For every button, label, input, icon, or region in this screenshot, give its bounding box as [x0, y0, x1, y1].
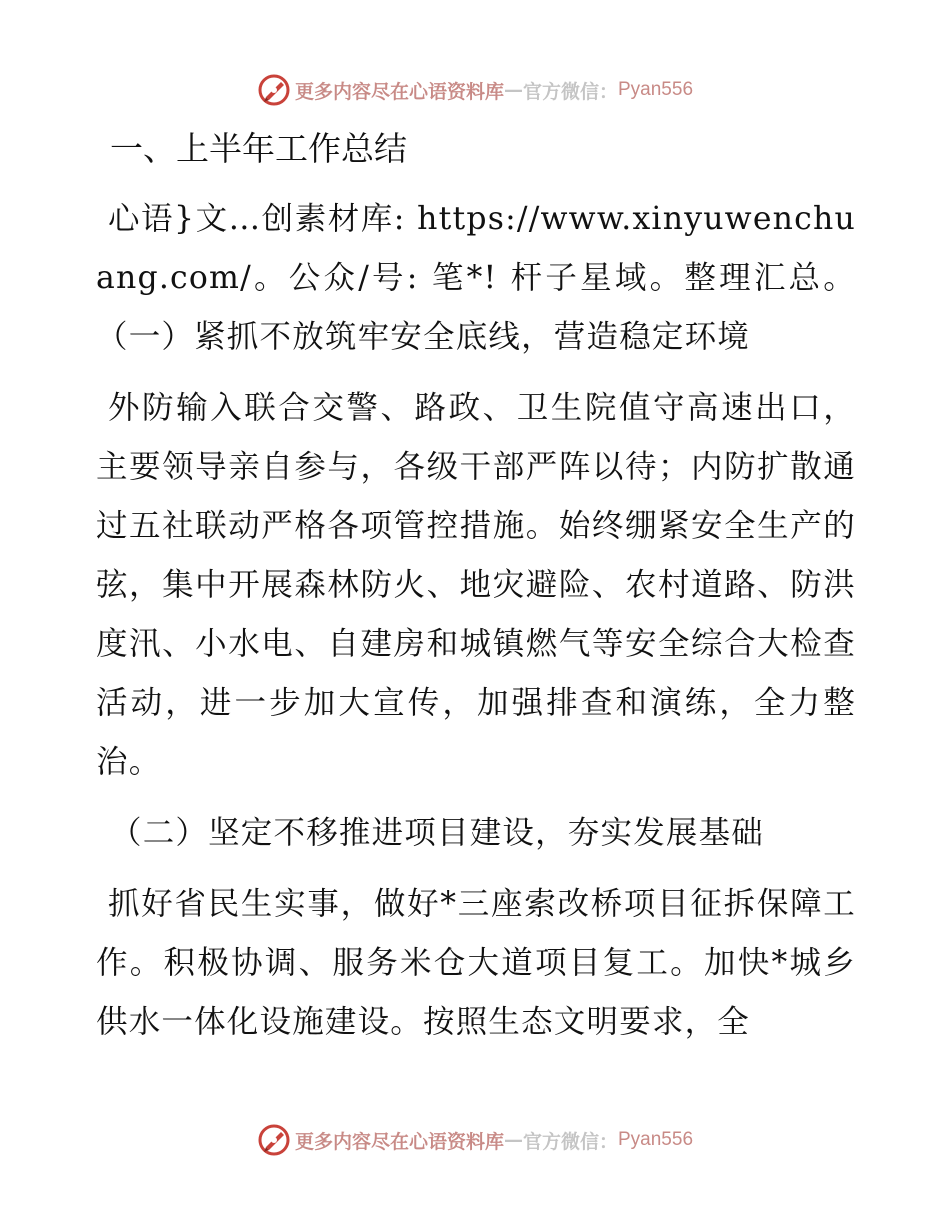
watermark-separator: —: [503, 79, 523, 101]
watermark-banner-bottom: [0, 1118, 950, 1162]
watermark-main-text: 更多内容尽在心语资料库: [294, 1130, 504, 1153]
pen-logo-icon: [257, 73, 291, 107]
paragraph-projects: 抓好省民生实事，做好*三座索改桥项目征拆保障工作。积极协调、服务米仓大道项目复工。加快*城乡供水一体化设施建设。按照生态文明要求，全: [96, 886, 856, 1040]
watermark-side-text: 官方微信：: [522, 1130, 618, 1153]
watermark-main-text: 更多内容尽在心语资料库: [294, 80, 504, 103]
watermark-banner-top: [0, 68, 950, 112]
pen-logo-icon: [257, 1123, 291, 1157]
watermark-account: Pyan556: [618, 79, 694, 100]
watermark-account: Pyan556: [618, 1129, 694, 1150]
section-heading: 一、上半年工作总结: [110, 129, 407, 168]
document-body: [96, 120, 856, 1052]
watermark-separator: —: [503, 1129, 523, 1151]
subheading-projects: （二）坚定不移推进项目建设，夯实发展基础: [110, 815, 765, 851]
paragraph-safety: 外防输入联合交警、路政、卫生院值守高速出口，主要领导亲自参与，各级干部严阵以待；内防扩散通过五社联动严格各项管控措施。始终绷紧安全生产的弦，集中开展森林防火、地灾避险、农村道路、防洪度汛、小水电、自建房和城镇燃气等安全综合大检查活动，进一步加大宣传，加强排查和演练，全力整治。: [96, 390, 856, 780]
watermark-side-text: 官方微信：: [522, 80, 618, 103]
paragraph-intro: 心语}文…创素材库: https://www.xinyuwenchuang.com/。公众/号: 笔*! 杆子星域。整理汇总。（一）紧抓不放筑牢安全底线，营造稳定环境: [96, 201, 856, 355]
